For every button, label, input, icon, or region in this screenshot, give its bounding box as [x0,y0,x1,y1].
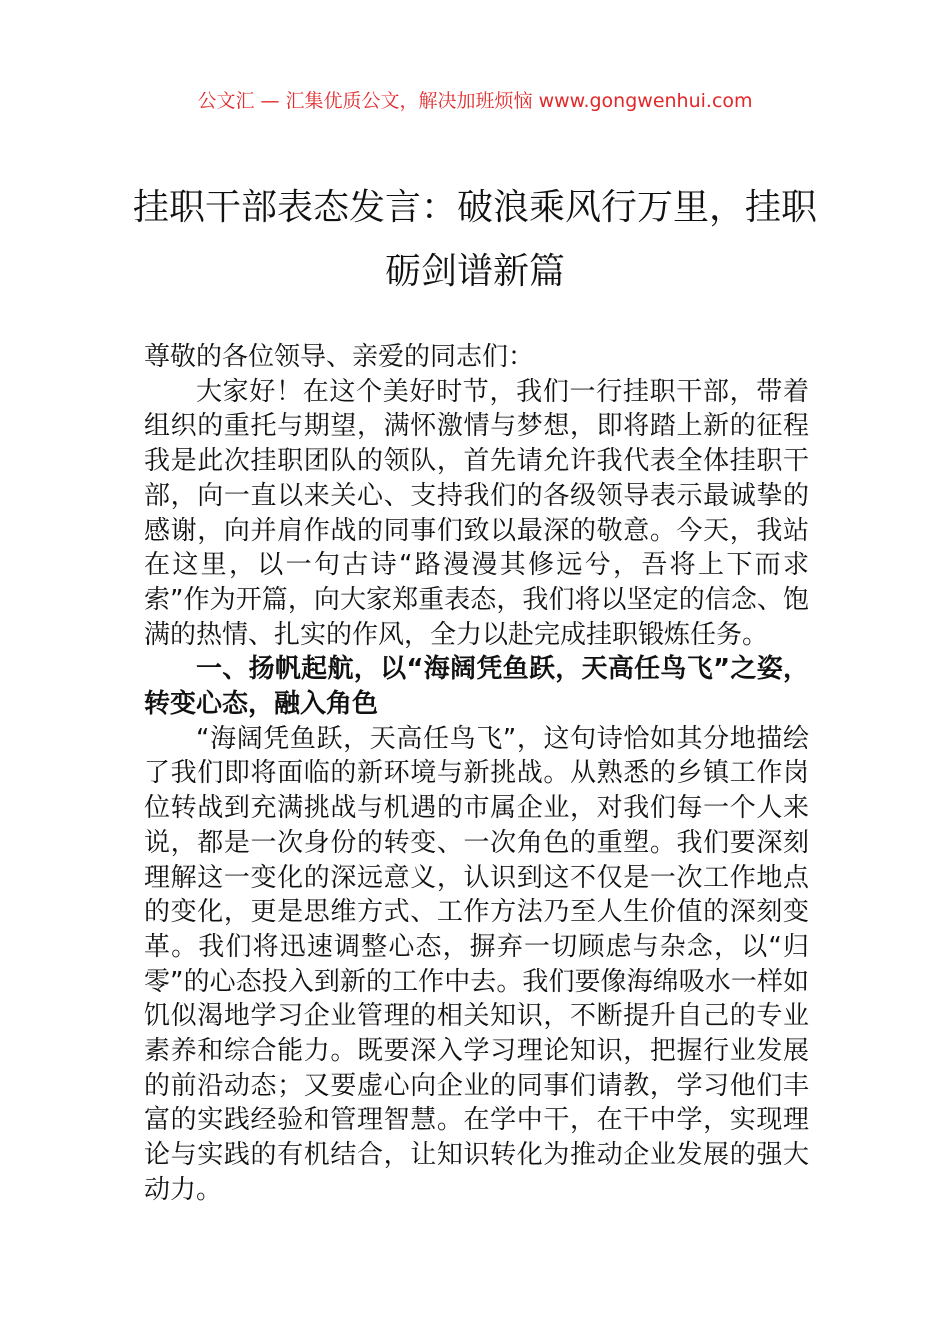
document-body [144,340,809,1208]
paragraph-opening: 大家好！在这个美好时节，我们一行挂职干部，带着组织的重托与期望，满怀激情与梦想，即将踏上新的征程我是此次挂职团队的领队，首先请允许我代表全体挂职干部，向一直以来关心、支持我们的各级领导表示最诚挚的感谢，向并肩作战的同事们致以最深的敬意。今天，我站在这里，以一句古诗“路漫漫其修远兮，吾将上下而求索”作为开篇，向大家郑重表态，我们将以坚定的信念、饱满的热情、扎实的作风，全力以赴完成挂职锻炼任务。 [144,376,809,650]
document-title: 挂职干部表态发言：破浪乘风行万里，挂职砺剑谱新篇 [132,187,817,292]
header-banner: 公文汇 — 汇集优质公文，解决加班烦恼 www.gongwenhui.com [197,90,753,112]
salutation: 尊敬的各位领导、亲爱的同志们： [144,342,535,372]
paragraph-section-1: “海阔凭鱼跃，天高任鸟飞”，这句诗恰如其分地描绘了我们即将面临的新环境与新挑战。从熟悉的乡镇工作岗位转战到充满挑战与机遇的市属企业，对我们每一个人来说，都是一次身份的转变、一次角色的重塑。我们要深刻理解这一变化的深远意义，认识到这不仅是一次工作地点的变化，更是思维方式、工作方法乃至人生价值的深刻变革。我们将迅速调整心态，摒弃一切顾虑与杂念，以“归零”的心态投入到新的工作中去。我们要像海绵吸水一样如饥似渴地学习企业管理的相关知识，不断提升自己的专业素养和综合能力。既要深入学习理论知识，把握行业发展的前沿动态；又要虚心向企业的同事们请教，学习他们丰富的实践经验和管理智慧。在学中干，在干中学，实现理论与实践的有机结合，让知识转化为推动企业发展的强大动力。 [144,723,809,1205]
section-heading-1: 一、扬帆起航，以“海阔凭鱼跃，天高任鸟飞”之姿，转变心态，融入角色 [144,654,809,720]
